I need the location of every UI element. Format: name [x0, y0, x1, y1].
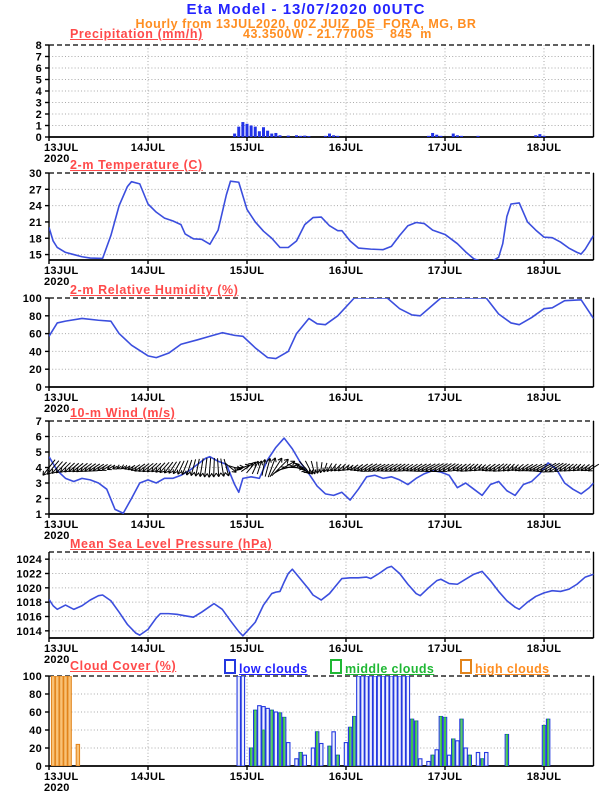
svg-text:18JUL: 18JUL — [526, 771, 562, 783]
svg-text:100: 100 — [22, 293, 42, 305]
svg-text:1018: 1018 — [16, 597, 42, 610]
svg-text:20: 20 — [29, 364, 42, 377]
svg-text:60: 60 — [29, 707, 42, 719]
legend-low-clouds: low clouds — [224, 659, 308, 676]
svg-text:5: 5 — [35, 447, 42, 459]
svg-text:13JUL: 13JUL — [44, 771, 79, 783]
svg-text:16JUL: 16JUL — [328, 771, 364, 783]
svg-text:13JUL: 13JUL — [44, 643, 79, 655]
legend-high-clouds: high clouds — [460, 659, 550, 676]
svg-text:17JUL: 17JUL — [427, 142, 463, 154]
svg-text:3: 3 — [35, 97, 42, 110]
svg-text:14JUL: 14JUL — [130, 771, 166, 783]
svg-text:2020: 2020 — [44, 654, 70, 666]
svg-text:2020: 2020 — [44, 276, 70, 288]
panel-title-cloud-cover: Cloud Cover (%) — [70, 659, 177, 673]
svg-text:27: 27 — [29, 184, 42, 197]
panel-title-pressure: Mean Sea Level Pressure (hPa) — [70, 537, 273, 551]
svg-text:2020: 2020 — [44, 153, 70, 165]
svg-text:1: 1 — [35, 120, 42, 133]
svg-text:18JUL: 18JUL — [526, 519, 562, 531]
svg-text:80: 80 — [29, 689, 42, 701]
svg-text:14JUL: 14JUL — [130, 142, 166, 154]
svg-text:16JUL: 16JUL — [328, 265, 364, 277]
svg-text:40: 40 — [29, 346, 42, 359]
svg-text:13JUL: 13JUL — [44, 265, 79, 277]
svg-text:60: 60 — [29, 328, 42, 341]
svg-text:17JUL: 17JUL — [427, 392, 463, 404]
svg-text:7: 7 — [35, 416, 42, 428]
legend-middle-clouds: middle clouds — [330, 659, 434, 676]
svg-text:14JUL: 14JUL — [130, 392, 166, 404]
svg-text:1: 1 — [35, 509, 42, 521]
svg-text:1020: 1020 — [16, 582, 42, 595]
svg-text:17JUL: 17JUL — [427, 643, 463, 655]
svg-text:7: 7 — [35, 51, 42, 64]
svg-text:17JUL: 17JUL — [427, 519, 463, 531]
svg-text:16JUL: 16JUL — [328, 643, 364, 655]
svg-text:13JUL: 13JUL — [44, 519, 79, 531]
svg-text:15JUL: 15JUL — [229, 643, 265, 655]
svg-text:6: 6 — [35, 431, 42, 444]
page-title: Eta Model - 13/07/2020 00UTC — [186, 1, 426, 18]
svg-text:2020: 2020 — [44, 403, 70, 415]
svg-text:15JUL: 15JUL — [229, 519, 265, 531]
svg-text:15JUL: 15JUL — [229, 771, 265, 783]
svg-text:100: 100 — [22, 671, 42, 683]
svg-text:16JUL: 16JUL — [328, 392, 364, 404]
svg-text:13JUL: 13JUL — [44, 142, 79, 154]
svg-text:0: 0 — [35, 761, 42, 773]
svg-text:2: 2 — [35, 109, 42, 121]
svg-text:21: 21 — [29, 216, 42, 229]
svg-text:17JUL: 17JUL — [427, 771, 463, 783]
svg-text:4: 4 — [35, 462, 42, 475]
svg-text:16JUL: 16JUL — [328, 142, 364, 154]
panel-title-humidity: 2-m Relative Humidity (%) — [70, 283, 239, 297]
svg-text:40: 40 — [29, 725, 42, 737]
svg-text:2: 2 — [35, 493, 42, 506]
svg-text:2020: 2020 — [44, 530, 70, 542]
svg-text:4: 4 — [35, 86, 42, 98]
svg-text:1022: 1022 — [16, 568, 42, 581]
svg-text:16JUL: 16JUL — [328, 519, 364, 531]
svg-text:18: 18 — [29, 233, 42, 246]
svg-text:18JUL: 18JUL — [526, 643, 562, 655]
svg-text:0: 0 — [35, 382, 42, 394]
svg-text:18JUL: 18JUL — [526, 392, 562, 404]
station-coordinates: 43.3500W - 21.7700S 845 m — [243, 27, 432, 41]
svg-text:24: 24 — [29, 200, 42, 213]
svg-text:3: 3 — [35, 478, 42, 490]
svg-text:18JUL: 18JUL — [526, 142, 562, 154]
svg-text:15JUL: 15JUL — [229, 265, 265, 277]
svg-text:80: 80 — [29, 310, 42, 323]
svg-text:0: 0 — [35, 132, 42, 144]
panel-title-precipitation: Precipitation (mm/h) — [70, 27, 203, 41]
svg-text:15: 15 — [29, 249, 42, 262]
svg-text:20: 20 — [29, 743, 42, 755]
svg-text:5: 5 — [35, 74, 42, 87]
svg-text:6: 6 — [35, 63, 42, 75]
svg-text:13JUL: 13JUL — [44, 392, 79, 404]
page-subtitle: Hourly from 13JUL2020, 00Z JUIZ_DE_FORA, MG, BR — [135, 17, 477, 31]
svg-text:14JUL: 14JUL — [130, 519, 166, 531]
svg-text:17JUL: 17JUL — [427, 265, 463, 277]
svg-text:14JUL: 14JUL — [130, 643, 166, 655]
panel-title-wind: 10-m Wind (m/s) — [70, 406, 176, 420]
svg-text:1014: 1014 — [16, 625, 42, 638]
svg-text:2020: 2020 — [44, 782, 70, 792]
svg-text:18JUL: 18JUL — [526, 265, 562, 277]
svg-text:8: 8 — [35, 40, 42, 52]
svg-text:1016: 1016 — [16, 611, 42, 624]
svg-text:15JUL: 15JUL — [229, 142, 265, 154]
panel-title-temperature: 2-m Temperature (C) — [70, 158, 203, 172]
svg-text:15JUL: 15JUL — [229, 392, 265, 404]
svg-text:14JUL: 14JUL — [130, 265, 166, 277]
svg-text:30: 30 — [29, 168, 42, 180]
svg-text:1024: 1024 — [16, 554, 42, 567]
